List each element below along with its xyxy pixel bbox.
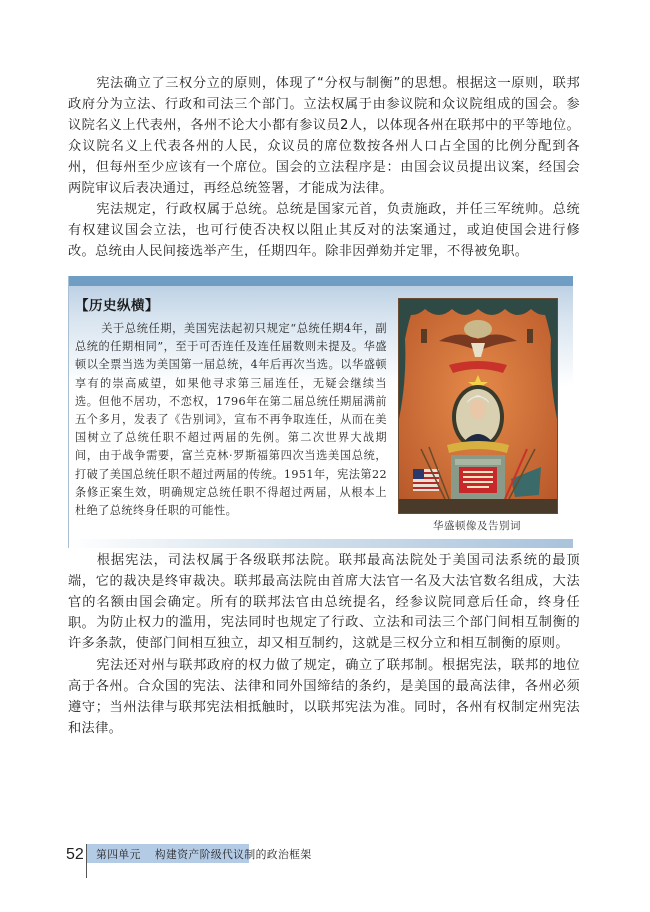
washington-portrait-image <box>398 298 558 514</box>
footer-unit-label <box>96 847 312 862</box>
paragraph-text: 宪法规定，行政权属于总统。总统是国家元首，负责施政，并任三军统帅。总统有权建议国会立法，也可行使否决权以阻止其反对的法案通过，或迫使国会进行修改。总统由人民间接选举产生，任期四年。除非因弹劾并定罪，不得被免职。 <box>68 202 580 259</box>
box-bottom-bar <box>69 539 573 548</box>
body-paragraph <box>68 612 580 654</box>
paragraph-text: 宪法还对州与联邦政府的权力做了规定，确立了联邦制。根据宪法，联邦的地位高于各州。合众国的宪法、法律和同外国缔结的条约，是美国的最高法律，各州必须遵守；当州法律与联邦宪法相抵触时，以联邦宪法为准。同时，各州有权制定州宪法和法律。 <box>68 658 580 736</box>
body-paragraph <box>68 199 580 262</box>
body-paragraph <box>68 73 580 199</box>
page-number: 52 <box>66 846 84 863</box>
image-caption: 华盛顿像及告别词 <box>433 520 521 532</box>
box-top-bar <box>69 276 573 286</box>
paragraph-text: 宪法确立了三权分立的原则，体现了“分权与制衡”的思想。根据这一原则，联邦政府分为立法、行政和司法三个部门。立法权属于由参议院和众议院组成的国会。参议院名义上代表州，各州不论大小都有参议员2人，以体现各州在联邦中的平等地位。众议院名义上代表各州的人民，众议员的席位数按各州人口占全国的比例分配到各州，但每州至少应该有一个席位。国会的立法程序是：由国会议员提出议案，经国会两院审议后表决通过，再经总统签署，才能成为法律。 <box>68 76 580 196</box>
paragraph-text: 为防止权力的滥用，宪法同时也规定了行政、立法和司法三个部门间相互制衡的许多条款，使部门间相互独立，却又相互制约，这就是三权分立和相互制衡的原则。 <box>68 615 580 651</box>
box-body-text <box>75 320 387 520</box>
painting-illustration <box>399 299 557 513</box>
history-sidebar-box <box>68 276 573 548</box>
unit-number: 第四单元 <box>96 848 141 861</box>
paragraph-text: 根据宪法，司法权属于各级联邦法院。联邦最高法院处于美国司法系统的最顶端，它的裁决是终审裁决。联邦最高法院由首席大法官一名及大法官数名组成，大法官的名额由国会确定。所有的联邦法官由总统提名，经参议院同意后任命，终身任职。 <box>68 553 580 631</box>
unit-title: 构建资产阶级代议制的政治框架 <box>154 848 312 861</box>
page-footer <box>0 840 650 880</box>
box-title: 【历史纵横】 <box>75 298 159 314</box>
box-text-content: 关于总统任期，美国宪法起初只规定“总统任期4年，副总统的任期相同”，至于可否连任及连任届数则未提及。华盛顿以全票当选为美国第一届总统，4年后再次当选。以华盛顿享有的崇高威望，如果他寻求第三届连任，无疑会继续当选。但他不居功，不恋权，1796年在第二届总统任期届满前五个多月，发表了《告别词》，宣布不再争取连任，从而在美国树立了总统任职不超过两届的先例。第二次世界大战期间，由于战争需要，富兰克林·罗斯福第四次当选美国总统，打破了美国总统任职不超过两届的传统。1951年，宪法第22条修正案生效，明确规定总统任职不得超过两届，从根本上杜绝了总统终身任职的可能性。 <box>75 322 387 518</box>
body-paragraph <box>68 655 580 739</box>
